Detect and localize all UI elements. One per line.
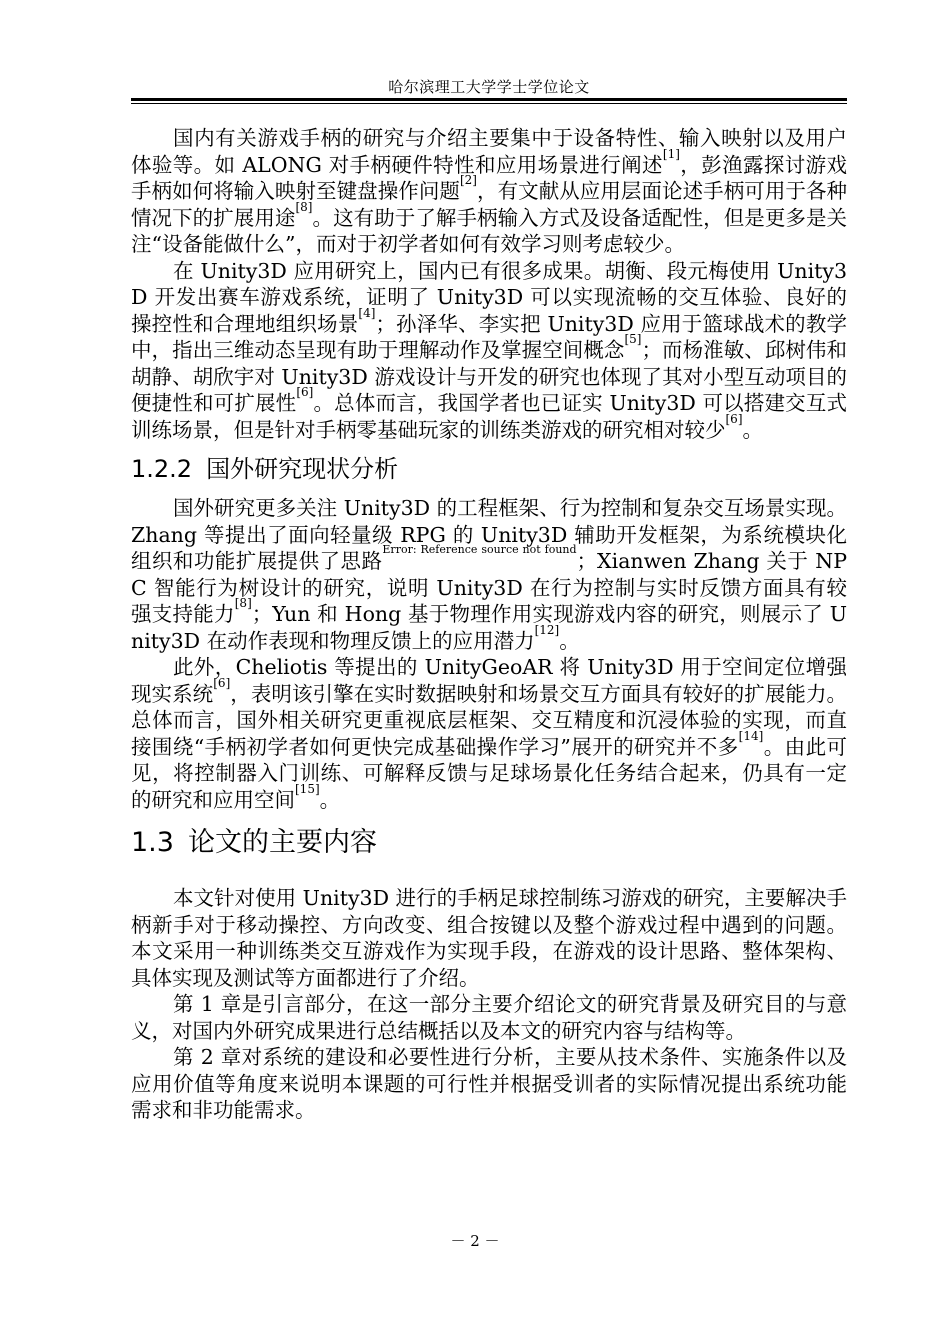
paragraph-domestic-gamepad — [131, 125, 847, 258]
text-run: 此外，Cheliotis 等提出的 UnityGeoAR 将 Unity3D 用于空间定位增强现实系统 — [131, 655, 847, 706]
citation: [8] — [295, 199, 313, 214]
text-run: 在 Unity3D 应用研究上，国内已有很多成果。胡衡、段元梅使用 Unity3D 开发出赛车游戏系统，证明了 Unity3D 可以实现流畅的交互体验、良好的操控性和合理地组织场景 — [131, 258, 847, 336]
text-run: ；Xianwen Zhang 关于 NPC 智能行为树设计的研究，说明 Unity3D 在行为控制与实时反馈方面具有较强支持能力 — [131, 549, 848, 626]
text-run: 国内有关游戏手柄的研究与介绍主要集中于设备特性、输入映射以及用户体验等。如 ALONG 对手柄硬件特性和应用场景进行阐述 — [131, 126, 847, 177]
text-run: 。由此可见，将控制器入门训练、可解释反馈与足球场景化任务结合起来，仍具有一定的研究和应用空间 — [131, 734, 847, 812]
paragraph-chapter-1: 第 1 章是引言部分，在这一部分主要介绍论文的研究背景及研究目的与意义，对国内外研究成果进行总结概括以及本文的研究内容与结构等。 — [131, 992, 847, 1043]
heading-number: 1.2.2 — [131, 455, 193, 483]
paragraph-main-content: 本文针对使用 Unity3D 进行的手柄足球控制练习游戏的研究，主要解决手柄新手对于移动操控、方向改变、组合按键以及整个游戏过程中遇到的问题。本文采用一种训练类交互游戏作为实现手段，在游戏的设计思路、整体架构、具体实现及测试等方面都进行了介绍。 — [131, 886, 847, 990]
citation: [8] — [234, 596, 252, 610]
body-content — [131, 125, 847, 1124]
text-run: ，有文献从应用层面论述手柄可用于各种情况下的扩展用途 — [131, 179, 848, 230]
citation: [4] — [358, 305, 376, 320]
citation: [5] — [624, 332, 642, 346]
heading-title: 国外研究现状分析 — [206, 455, 399, 483]
paragraph-domestic-unity3d — [131, 258, 847, 444]
citation: [15] — [295, 781, 320, 796]
text-run: ，表明该引擎在实时数据映射和场景交互方面具有较好的扩展能力。总体而言，国外相关研究更重视底层框架、交互精度和沉浸体验的实现，而直接围绕“手柄初学者如何更快完成基础操作学习”展开的研究并不多 — [131, 681, 848, 759]
page-number: － 2 － — [450, 1232, 500, 1250]
text-run: 。 — [559, 628, 580, 653]
text-run: 。总体而言，我国学者也已证实 Unity3D 可以搭建交互式训练场景，但是针对手柄零基础玩家的训练类游戏的研究相对较少 — [131, 391, 847, 442]
running-header: 哈尔滨理工大学学士学位论文 — [388, 78, 590, 96]
heading-number: 1.3 — [131, 827, 174, 858]
heading-title: 论文的主要内容 — [187, 827, 377, 858]
text-run: 国外研究更多关注 Unity3D 的工程框架、行为控制和复杂交互场景实现。Zhang 等提出了面向轻量级 RPG 的 Unity3D 辅助开发框架，为系统模块化组织和功能扩展提供了思路 — [131, 496, 847, 573]
text-run: 。这有助于了解手柄输入方式及设备适配性，但是更多是关注“设备能做什么”，而对于初学者如何有效学习则考虑较少。 — [131, 205, 848, 256]
text-run: ；孙泽华、李实把 Unity3D 应用于篮球战术的教学中，指出三维动态呈现有助于理解动作及掌握空间概念 — [131, 311, 848, 362]
text-run: 。 — [742, 417, 763, 442]
reference-error-field: Error: Reference source not found — [382, 543, 577, 556]
header-rule-thin — [131, 103, 847, 104]
citation: [1] — [662, 146, 680, 161]
citation: [6] — [213, 675, 231, 690]
citation: [6] — [725, 411, 743, 426]
text-run: ，彭渔露探讨游戏手柄如何将输入映射至键盘操作问题 — [131, 152, 847, 203]
paragraph-foreign-summary — [131, 654, 847, 813]
section-heading-1-3 — [131, 825, 847, 861]
paragraph-foreign-research — [131, 495, 847, 654]
text-run: ；而杨淮敏、邱树伟和胡静、胡欣宇对 Unity3D 游戏设计与开发的研究也体现了其对小型互动项目的便捷性和可扩展性 — [131, 338, 847, 415]
text-run: 。 — [319, 787, 341, 812]
citation: [6] — [296, 385, 314, 399]
citation: [2] — [459, 173, 477, 187]
citation: [14] — [738, 728, 764, 743]
paragraph-chapter-2: 第 2 章对系统的建设和必要性进行分析，主要从技术条件、实施条件以及应用价值等角度来说明本课题的可行性并根据受训者的实际情况提出系统功能需求和非功能需求。 — [131, 1045, 847, 1122]
section-heading-1-2-2 — [131, 453, 847, 485]
text-run: ；Yun 和 Hong 基于物理作用实现游戏内容的研究，则展示了 Unity3D 在动作表现和物理反馈上的应用潜力 — [131, 602, 848, 653]
citation: [12] — [534, 622, 560, 637]
header-rule-thick — [131, 98, 847, 101]
